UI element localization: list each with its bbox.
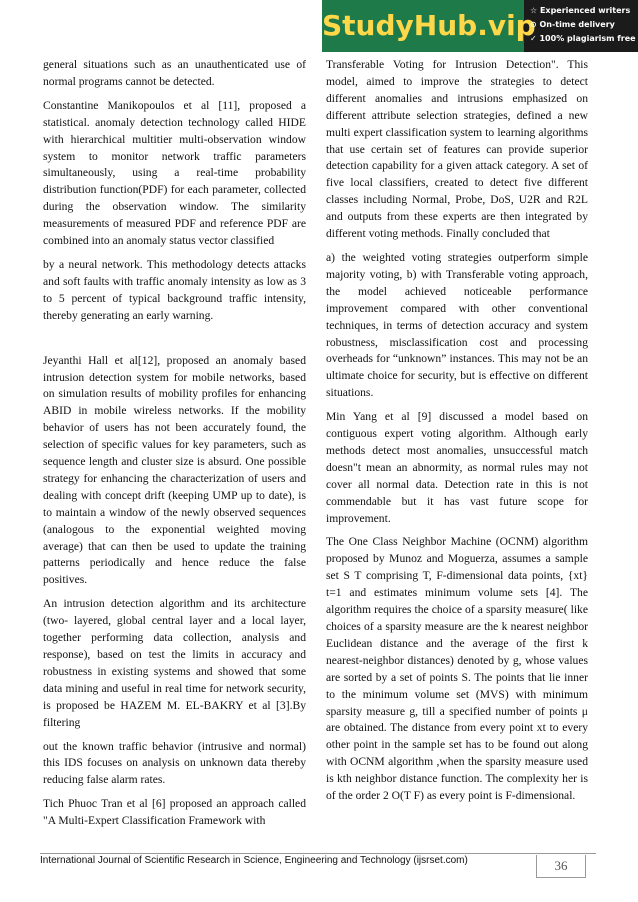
paragraph: a) the weighted voting strategies outperform simple majority voting, b) with Transferable voting approach, the model achieved noticeable performance improvement compared with other conventional techniques, in terms of detection accuracy and system robustness, misclassification cost and processing overheads for “unknown” instances. This may not be an ultimate choice for security, but is effective on different situations.: [326, 250, 588, 400]
footer-divider: [40, 853, 596, 854]
paragraph: Transferable Voting for Intrusion Detection". This model, aimed to improve the strategies to detect different anomalies and intrusions emphasized on different attribute selection strategies, defined a new multi expert classification system to learning algorithms that use certain set of features can provide superior detection capability for a given attack category. A set of five local classifiers, created to detect five different classes including Normal, Probe, DoS, U2R and R2L and outputs from these experts are then integrated by different voting methods. Finally concluded that: [326, 58, 588, 241]
feature-on-time-delivery: ⊙ On-time delivery: [530, 20, 615, 29]
paragraph: general situations such as an unauthenticated use of normal programs cannot be detected.: [43, 58, 306, 88]
paragraph: Tich Phuoc Tran et al [6] proposed an approach called "A Multi-Expert Classification Framework with: [43, 797, 306, 828]
studyhub-logo[interactable]: StudyHub.vip: [322, 0, 524, 52]
paragraph: Jeyanthi Hall et al[12], proposed an anomaly based intrusion detection system for mobile networks, based on simulation results of mobility profiles for enhancing ABID in mobile wireless networks. If the mobility behavior of users has not been accurately found, the selection of specific values for key parameters, such as sequence length and cluster size is absurd. One possible strategy for enhancing the characterization of users and dealing with concept drift (keeping UMP up to date), is to maintain a window of the newly observed sequences (analogous to the exponential weighted moving average) that can then be used to update the training patterns periodically and hence reduce the false positives.: [43, 353, 306, 587]
paragraph: Constantine Manikopoulos et al [11], proposed a statistical. anomaly detection technology called HIDE with hierarchical multitier multi-observation window system to monitor network traffic parameters simultaneously, using a real-time probability distribution function(PDF) for each parameter, collected during the observation window. The similarity measurements of measured PDF and reference PDF are combined into an anomaly status vector classified: [43, 98, 306, 248]
paragraph: An intrusion detection algorithm and its architecture (two- layered, global central layer and a local layer, together performing data collection, analysis and response), based on test the limits in accuracy and robustness in existing systems and showed that some data mining and useful in real time for network security, is proposed be HAZEM M. EL-BAKRY et al [3].By filtering: [43, 597, 306, 729]
feature-plagiarism-free: ✓ 100% plagiarism free: [530, 34, 636, 43]
journal-footer: International Journal of Scientific Research in Science, Engineering and Technology (ijsrset.com): [40, 855, 468, 866]
left-column: [43, 57, 306, 837]
paragraph: The One Class Neighbor Machine (OCNM) algorithm proposed by Munoz and Moguerza, assumes a sample set S T comprising T, F-dimensional data points, {xt} t=1 and estimates minimum volume sets [4]. The algorithm requires the choice of a sparsity measure( like choices of a sparsity measure are the k nearest neighbor Euclidean distance and the average of the first k nearest-neighbor distances) denoted by g, whose values are sorted by a set of points S. The points that lie inner to the minimum volume set (MVS) with minimum sparsity measure g, till a specified number of points μ are obtained. The distance from every point xt to every other point in the sample set has to be found out along with OCNM algorithm ,when the sparsity measure used is kth neighbor distance function. The complexity her is of the order 2 O(T F) as every point is F-dimensional.: [326, 535, 588, 803]
paragraph: Min Yang et al [9] discussed a model based on contiguous expert voting algorithm. Although early methods detect most anomalies, unsuccessful match doesn"t mean an abnormity, as normal rules may not cover all normal data. Detection rate in this is not commendable but it has vast future scope for improvement.: [326, 410, 588, 525]
right-column: [326, 57, 588, 812]
feature-experienced-writers: ☆ Experienced writers: [530, 6, 631, 15]
paragraph: out the known traffic behavior (intrusive and normal) this IDS focuses on analysis on unknown data thereby reducing false alarm rates.: [43, 739, 306, 787]
ad-banner[interactable]: [322, 0, 638, 52]
paragraph: by a neural network. This methodology detects attacks and soft faults with traffic anomaly intensity as low as 3 to 5 percent of typical background traffic intensity, thereby generating an early warning.: [43, 257, 306, 322]
banner-features: [530, 4, 638, 46]
page-number: 36: [536, 855, 586, 878]
